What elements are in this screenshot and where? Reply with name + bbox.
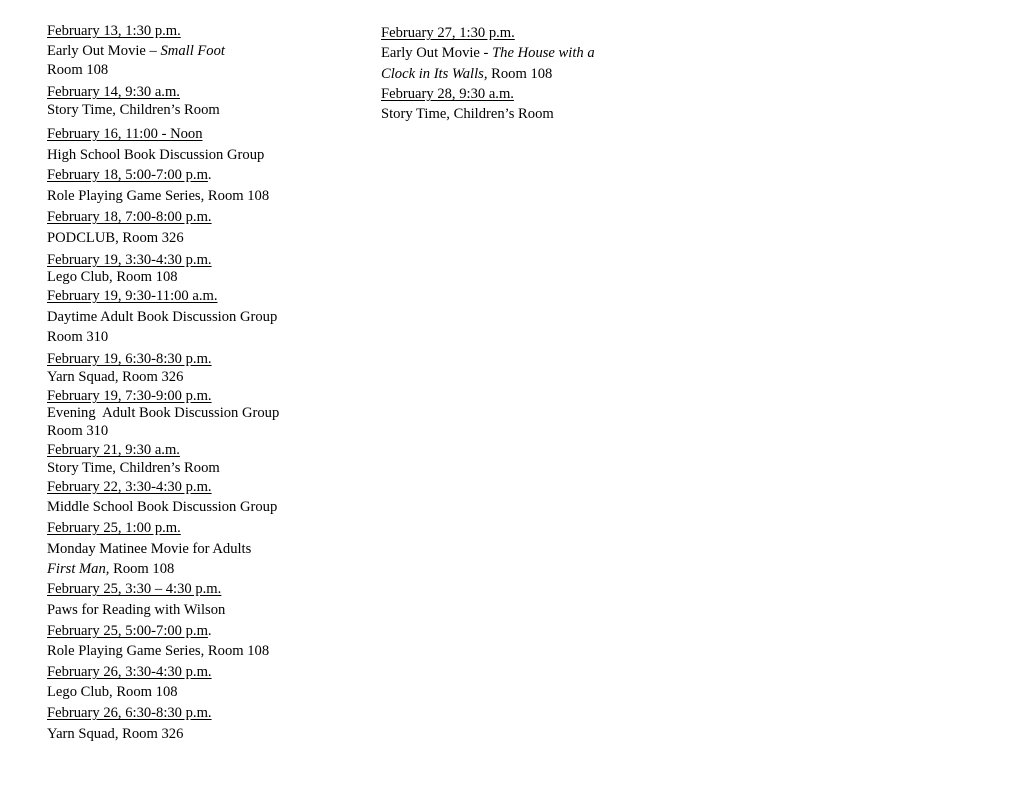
event-date: February 28, 9:30 a.m.: [381, 86, 514, 102]
event-title-prefix: Early Out Movie -: [381, 45, 493, 61]
event-date: February 16, 11:00 - Noon: [47, 126, 203, 142]
event-date: February 26, 3:30-4:30 p.m.: [47, 664, 212, 680]
movie-title: Clock in Its Walls,: [381, 66, 488, 82]
event-date: February 19, 9:30-11:00 a.m.: [47, 288, 218, 304]
event-date: February 18, 7:00-8:00 p.m.: [47, 209, 212, 225]
event-description: Role Playing Game Series, Room 108: [47, 643, 270, 659]
event-room: Room 108: [47, 62, 109, 78]
event-date-suffix: .: [207, 167, 212, 183]
event-date: February 21, 9:30 a.m.: [47, 442, 180, 458]
event-date: February 14, 9:30 a.m.: [47, 84, 180, 100]
event-description: Story Time, Children’s Room: [47, 460, 220, 476]
event-title: [47, 560, 174, 578]
event-description: Story Time, Children’s Room: [47, 102, 220, 118]
event-date: February 26, 6:30-8:30 p.m.: [47, 705, 212, 721]
event-description: PODCLUB, Room 326: [47, 230, 184, 246]
event-date-suffix: .: [207, 623, 212, 639]
event-date: February 19, 7:30-9:00 p.m.: [47, 388, 212, 404]
event-date-line: [47, 166, 212, 184]
event-title-prefix: Early Out Movie –: [47, 43, 161, 59]
event-description: Monday Matinee Movie for Adults: [47, 541, 252, 557]
event-date: February 25, 3:30 – 4:30 p.m.: [47, 581, 222, 597]
event-description: Middle School Book Discussion Group: [47, 499, 278, 515]
event-description: Yarn Squad, Room 326: [47, 726, 184, 742]
event-date: February 25, 1:00 p.m.: [47, 520, 181, 536]
event-description: Lego Club, Room 108: [47, 684, 178, 700]
event-description: Lego Club, Room 108: [47, 269, 178, 285]
event-date: February 27, 1:30 p.m.: [381, 25, 515, 41]
event-description: High School Book Discussion Group: [47, 147, 265, 163]
event-date: February 19, 6:30-8:30 p.m.: [47, 351, 212, 367]
event-date: February 25, 5:00-7:00 p.m: [47, 623, 208, 639]
event-description: Evening Adult Book Discussion Group: [47, 405, 280, 421]
event-room: Room 310: [47, 329, 109, 345]
event-description: Yarn Squad, Room 326: [47, 369, 184, 385]
movie-title: The House with a: [492, 45, 595, 61]
movie-title: Small Foot: [160, 43, 225, 59]
event-date-line: [47, 622, 212, 640]
event-description: Daytime Adult Book Discussion Group: [47, 309, 278, 325]
event-description: Story Time, Children’s Room: [381, 106, 554, 122]
event-title-continued: [381, 65, 552, 83]
movie-title: First Man,: [47, 561, 110, 577]
event-description: Role Playing Game Series, Room 108: [47, 188, 270, 204]
event-date: February 13, 1:30 p.m.: [47, 23, 181, 39]
event-title: [47, 42, 225, 60]
event-date: February 19, 3:30-4:30 p.m.: [47, 252, 212, 268]
event-date: February 22, 3:30-4:30 p.m.: [47, 479, 212, 495]
event-room: Room 108: [487, 66, 553, 82]
event-title: [381, 44, 595, 62]
event-date: February 18, 5:00-7:00 p.m: [47, 167, 208, 183]
event-room: Room 108: [109, 561, 175, 577]
event-description: Paws for Reading with Wilson: [47, 602, 226, 618]
event-room: Room 310: [47, 423, 109, 439]
